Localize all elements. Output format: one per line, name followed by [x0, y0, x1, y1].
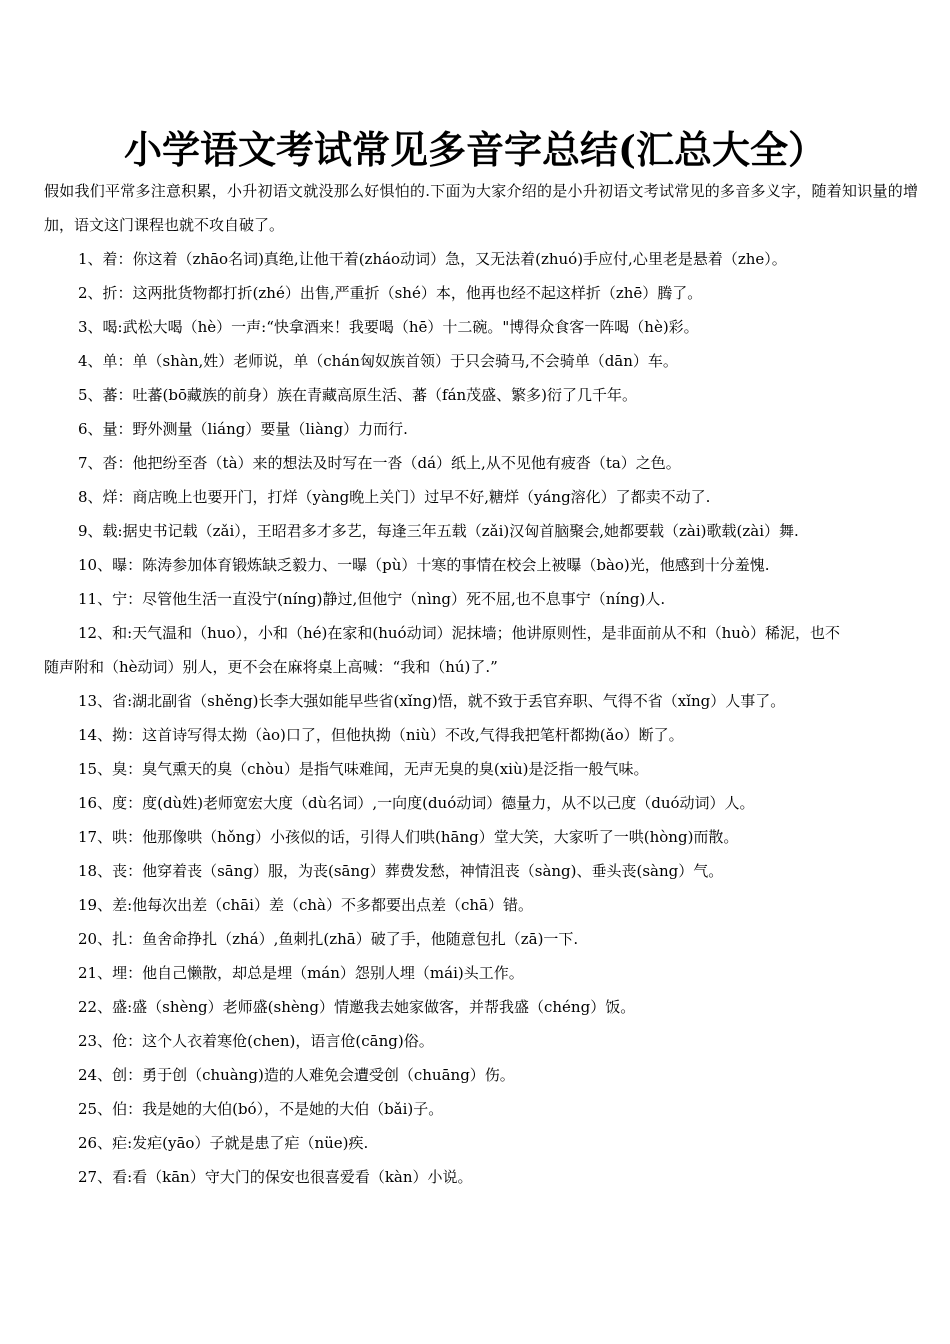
list-item: 10、曝：陈涛参加体育锻炼缺乏毅力、一曝（pù）十寒的事情在校会上被曝（bào)光，他感到十分羞愧.: [78, 556, 770, 574]
list-item: 22、盛:盛（shèng）老师盛(shèng）情邀我去她家做客，并帮我盛（chéng）饭。: [78, 998, 636, 1016]
list-item: 25、伯：我是她的大伯(bó），不是她的大伯（bǎi)子。: [78, 1100, 444, 1118]
list-item: 6、量：野外测量（liáng）要量（liàng）力而行.: [78, 420, 408, 438]
list-item: 9、载:据史书记载（zǎi），王昭君多才多艺，每逢三年五载（zǎi)汉匈首脑聚会,她都要载（zài)歌载(zài）舞.: [78, 522, 799, 540]
list-item: 3、喝:武松大喝（hè）一声:“快拿酒来！我要喝（hē）十二碗。"博得众食客一阵喝（hè)彩。: [78, 318, 699, 336]
list-item: 1、着：你这着（zhāo名词)真绝,让他干着(zháo动词）急，又无法着(zhuó)手应付,心里老是悬着（zhe）。: [78, 250, 787, 268]
list-item: 27、看:看（kān）守大门的保安也很喜爱看（kàn）小说。: [78, 1168, 473, 1186]
list-item: [0, 616, 950, 684]
list-item: 16、度：度(dù姓)老师宽宏大度（dù名词）,一向度(duó动词）德量力，从不以己度（duó动词）人。: [78, 794, 755, 812]
list-item: 8、烊：商店晚上也要开门，打烊（yàng晚上关门）过早不好,糖烊（yáng溶化）了都卖不动了.: [78, 488, 711, 506]
document-title: 小学语文考试常见多音字总结(汇总大全）: [124, 127, 826, 172]
list-item: 13、省:湖北副省（shěng)长李大强如能早些省(xǐng)悟，就不致于丢官弃职、气得不省（xǐng）人事了。: [78, 692, 786, 710]
list-item: 20、扎：鱼舍命挣扎（zhá）,鱼刺扎(zhā）破了手，他随意包扎（zā)一下.: [78, 930, 579, 948]
list-item: 7、沓：他把纷至沓（tà）来的想法及时写在一沓（dá）纸上,从不见他有疲沓（ta）之色。: [78, 454, 681, 472]
list-item-line: 随声附和（hè动词）别人，更不会在麻将桌上高喊：“我和（hú)了.”: [44, 658, 498, 676]
list-item: 18、丧：他穿着丧（sāng）服，为丧(sāng）葬费发愁，神情沮丧（sàng)、垂头丧(sàng）气。: [78, 862, 724, 880]
list-item: 19、差:他每次出差（chāi）差（chà）不多都要出点差（chā）错。: [78, 896, 533, 914]
list-item: 21、埋：他自己懒散，却总是埋（mán）怨别人埋（mái)头工作。: [78, 964, 524, 982]
list-item: 5、蕃：吐蕃(bō藏族的前身）族在青藏高原生活、蕃（fán茂盛、繁多)衍了几千年。: [78, 386, 638, 404]
list-item: 17、哄：他那像哄（hǒng）小孩似的话，引得人们哄(hāng）堂大笑，大家听了一哄(hòng)而散。: [78, 828, 739, 846]
list-item: 11、宁：尽管他生活一直没宁(níng)静过,但他宁（nìng）死不屈,也不息事宁（níng)人.: [78, 590, 666, 608]
list-item: 4、单：单（shàn,姓）老师说，单（chán匈奴族首领）于只会骑马,不会骑单（dān）车。: [78, 352, 678, 370]
list-item-line: 12、和:天气温和（huo），小和（hé)在家和(huó动词）泥抹墙；他讲原则性，是非面前从不和（huò）稀泥，也不: [78, 624, 840, 642]
list-item: 24、创：勇于创（chuàng)造的人难免会遭受创（chuāng）伤。: [78, 1066, 515, 1084]
list-item: 23、伧：这个人衣着寒伧(chen)，语言伧(cāng)俗。: [78, 1032, 434, 1050]
list-item: 15、臭：臭气熏天的臭（chòu）是指气味难闻，无声无臭的臭(xiù)是泛指一般气味。: [78, 760, 649, 778]
list-item: 26、疟:发疟(yāo）子就是患了疟（nüe)疾.: [78, 1134, 369, 1152]
list-item: 14、拗：这首诗写得太拗（ào)口了，但他执拗（niù）不改,气得我把笔杆都拗(ǎo）断了。: [78, 726, 684, 744]
list-item: 2、折：这两批货物都打折(zhé）出售,严重折（shé）本，他再也经不起这样折（zhē）腾了。: [78, 284, 703, 302]
polyphone-list: [0, 242, 950, 1194]
intro-paragraph: 假如我们平常多注意积累，小升初语文就没那么好惧怕的.下面为大家介绍的是小升初语文考试常见的多音多义字，随着知识量的增加，语文这门课程也就不攻自破了。: [44, 182, 918, 234]
